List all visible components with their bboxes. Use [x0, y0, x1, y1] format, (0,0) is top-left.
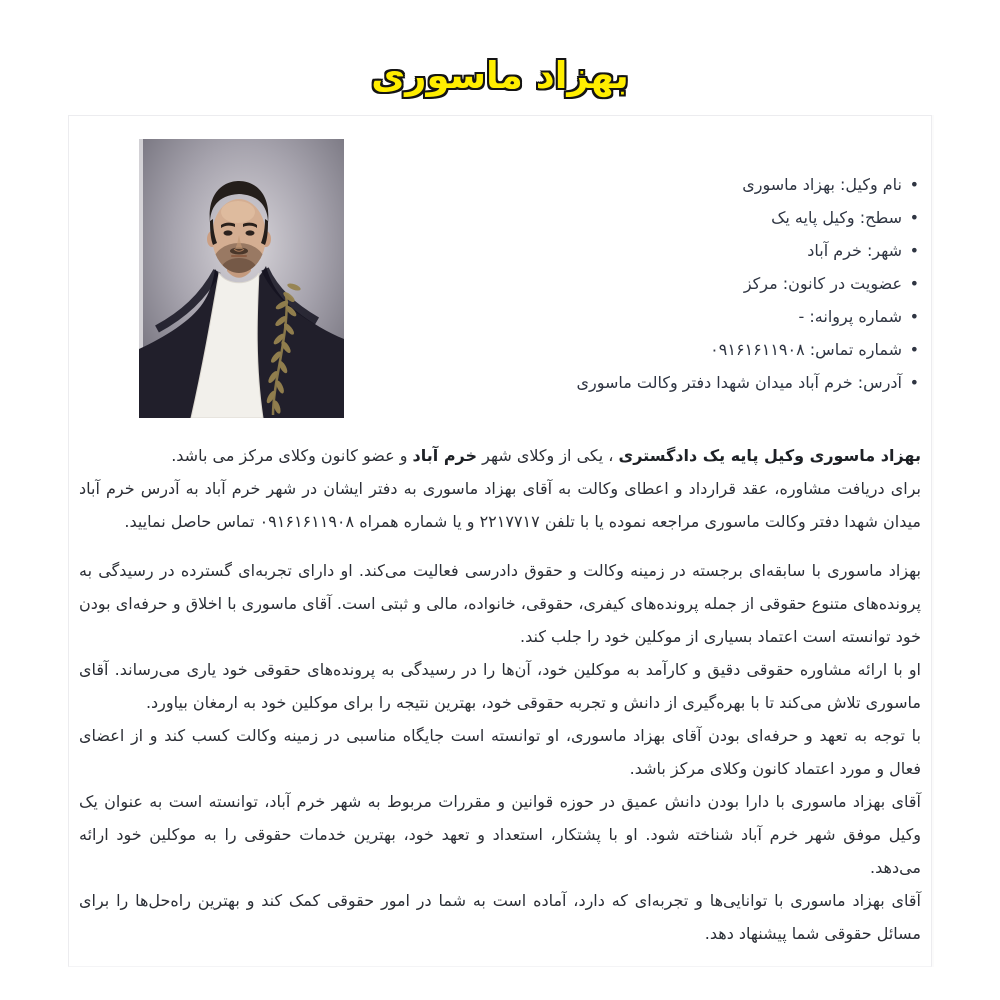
info-item-phone: • شماره تماس: ۰۹۱۶۱۶۱۱۹۰۸	[576, 333, 919, 366]
article-body	[79, 439, 921, 950]
portrait-image	[139, 139, 344, 418]
article-paragraph-3: با توجه به تعهد و حرفه‌ای بودن آقای بهزاد ماسوری، او توانسته است جایگاه مناسبی در زمینه وکالت کسب کند و از اعضای فعال و مورد اعتماد کانون وکلای مرکز باشد.	[79, 726, 921, 778]
lawyer-card	[68, 115, 932, 967]
info-item-city: • شهر: خرم آباد	[576, 234, 919, 267]
lawyer-photo	[139, 139, 344, 418]
intro-mid-text: ، یکی از وکلای شهر	[477, 446, 619, 465]
info-item-address: • آدرس: خرم آباد میدان شهدا دفتر وکالت ماسوری	[576, 366, 919, 399]
info-item-level: • سطح: وکیل پایه یک	[576, 201, 919, 234]
intro-bold-city: خرم آباد	[412, 446, 478, 465]
article-paragraph-4: آقای بهزاد ماسوری با دارا بودن دانش عمیق در حوزه قوانین و مقررات مربوط به شهر خرم آباد، توانسته است به عنوان یک وکیل موفق شهر خرم آباد شناخته شود. او با پشتکار، استعداد و تعهد خود، بهترین خدمات حقوقی را به موکلین خود ارائه می‌دهد.	[79, 792, 921, 877]
info-item-license-number: • شماره پروانه: -	[576, 300, 919, 333]
info-item-bar-membership: • عضویت در کانون: مرکز	[576, 267, 919, 300]
intro-bold-name: بهزاد ماسوری وکیل پایه یک دادگستری	[618, 446, 921, 465]
contact-paragraph: برای دریافت مشاوره، عقد قرارداد و اعطای وکالت به آقای بهزاد ماسوری به دفتر ایشان در شهر خرم آباد به آدرس خرم آباد میدان شهدا دفتر وکالت ماسوری مراجعه نموده یا با تلفن ۲۲۱۷۷۱۷ و یا شماره همراه ۰۹۱۶۱۶۱۱۹۰۸ تماس حاصل نمایید.	[79, 479, 921, 531]
article-paragraph-1: بهزاد ماسوری با سابقه‌ای برجسته در زمینه وکالت و حقوق دادرسی فعالیت می‌کند. او دارای تجربه‌ای گسترده در رسیدگی به پرونده‌های متنوع حقوقی از جمله پرونده‌های کیفری، حقوقی، خانواده، مالی و ثبتی است. آقای ماسوری با اخلاق و حرفه‌ای بودن خود توانسته است اعتماد بسیاری از موکلین خود را جلب کند.	[79, 561, 921, 646]
lawyer-info-list	[576, 168, 919, 399]
article-paragraph-5: آقای بهزاد ماسوری با توانایی‌ها و تجربه‌ای که دارد، آماده است به شما در امور حقوقی کمک کند و بهترین راه‌حل‌ها را برای مسائل حقوقی شما پیشنهاد دهد.	[79, 891, 921, 943]
info-item-name: • نام وکیل: بهزاد ماسوری	[576, 168, 919, 201]
article-paragraph-2: او با ارائه مشاوره حقوقی دقیق و کارآمد به موکلین خود، آن‌ها را در رسیدگی به پرونده‌های حقوقی خود یاری می‌رساند. آقای ماسوری تلاش می‌کند تا با بهره‌گیری از دانش و تجربه حقوقی خود، بهترین نتیجه را برای موکلین خود به ارمغان بیاورد.	[79, 660, 921, 712]
card-top-section	[79, 116, 921, 439]
page-title: بهزاد ماسوری	[371, 54, 629, 97]
intro-tail-text: و عضو کانون وکلای مرکز می باشد.	[171, 446, 413, 465]
intro-paragraph	[79, 439, 921, 472]
